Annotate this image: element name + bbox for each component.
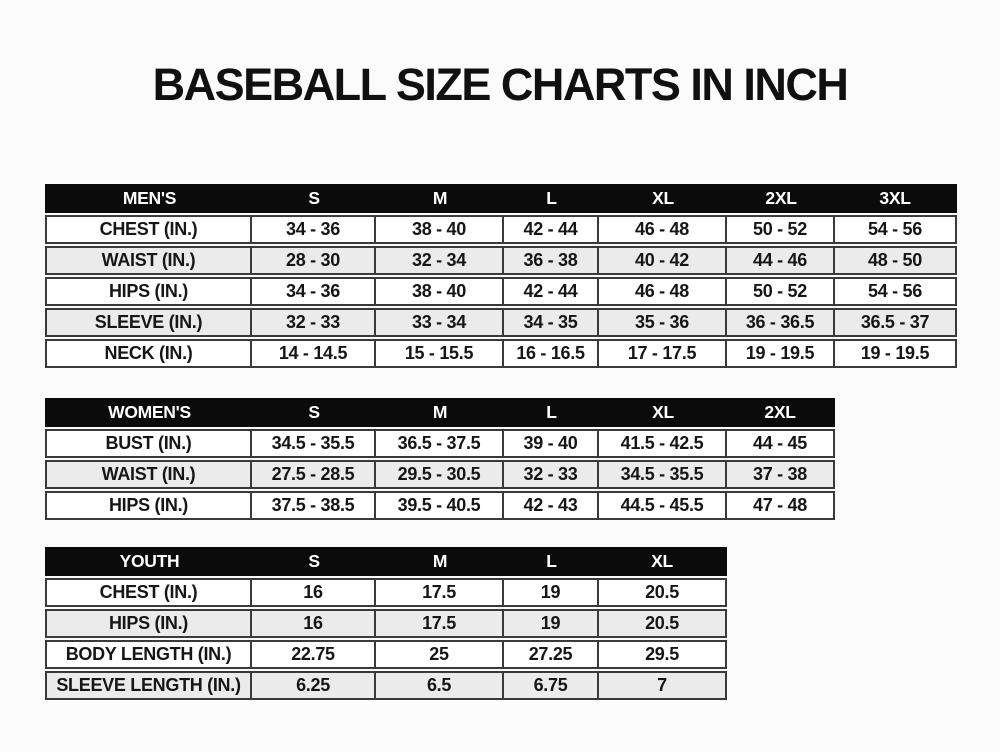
row-label: CHEST (IN.) bbox=[45, 578, 252, 607]
size-value-cell: 48 - 50 bbox=[835, 246, 957, 275]
size-value-cell: 28 - 30 bbox=[252, 246, 376, 275]
size-value-cell: 17.5 bbox=[376, 578, 504, 607]
row-label: WAIST (IN.) bbox=[45, 460, 252, 489]
table-row-hips bbox=[45, 491, 835, 520]
row-label: HIPS (IN.) bbox=[45, 277, 252, 306]
size-value-cell: 50 - 52 bbox=[727, 277, 835, 306]
youth-header-row bbox=[45, 547, 727, 576]
row-label: HIPS (IN.) bbox=[45, 491, 252, 520]
size-value-cell: 19 - 19.5 bbox=[835, 339, 957, 368]
table-row-sleeve bbox=[45, 308, 957, 337]
table-row-chest bbox=[45, 215, 957, 244]
size-value-cell: 34.5 - 35.5 bbox=[599, 460, 727, 489]
size-value-cell: 16 bbox=[252, 578, 376, 607]
row-label: NECK (IN.) bbox=[45, 339, 252, 368]
size-value-cell: 6.25 bbox=[252, 671, 376, 700]
size-value-cell: 6.75 bbox=[504, 671, 599, 700]
size-value-cell: 17 - 17.5 bbox=[599, 339, 727, 368]
row-label: BODY LENGTH (IN.) bbox=[45, 640, 252, 669]
size-value-cell: 29.5 bbox=[599, 640, 727, 669]
womens-group-header: WOMEN'S bbox=[45, 398, 252, 427]
size-value-cell: 19 bbox=[504, 578, 599, 607]
row-label: SLEEVE LENGTH (IN.) bbox=[45, 671, 252, 700]
size-value-cell: 41.5 - 42.5 bbox=[599, 429, 727, 458]
size-value-cell: 32 - 33 bbox=[252, 308, 376, 337]
table-row-neck bbox=[45, 339, 957, 368]
size-value-cell: 50 - 52 bbox=[727, 215, 835, 244]
size-value-cell: 20.5 bbox=[599, 609, 727, 638]
column-header-3xl: 3XL bbox=[835, 184, 957, 213]
row-label: SLEEVE (IN.) bbox=[45, 308, 252, 337]
size-value-cell: 38 - 40 bbox=[376, 215, 504, 244]
size-value-cell: 38 - 40 bbox=[376, 277, 504, 306]
column-header-xl: XL bbox=[599, 398, 727, 427]
column-header-2xl: 2XL bbox=[727, 398, 835, 427]
table-row-chest bbox=[45, 578, 727, 607]
table-row-waist bbox=[45, 246, 957, 275]
size-value-cell: 32 - 34 bbox=[376, 246, 504, 275]
youth-size-table bbox=[45, 545, 727, 702]
column-header-s: S bbox=[252, 184, 376, 213]
size-value-cell: 46 - 48 bbox=[599, 277, 727, 306]
size-value-cell: 7 bbox=[599, 671, 727, 700]
column-header-l: L bbox=[504, 184, 599, 213]
size-value-cell: 25 bbox=[376, 640, 504, 669]
size-value-cell: 37.5 - 38.5 bbox=[252, 491, 376, 520]
size-value-cell: 32 - 33 bbox=[504, 460, 599, 489]
size-value-cell: 36.5 - 37 bbox=[835, 308, 957, 337]
column-header-l: L bbox=[504, 398, 599, 427]
table-row-sleeve-length bbox=[45, 671, 727, 700]
size-value-cell: 15 - 15.5 bbox=[376, 339, 504, 368]
column-header-l: L bbox=[504, 547, 599, 576]
size-value-cell: 44 - 46 bbox=[727, 246, 835, 275]
size-value-cell: 34 - 35 bbox=[504, 308, 599, 337]
row-label: HIPS (IN.) bbox=[45, 609, 252, 638]
size-value-cell: 44 - 45 bbox=[727, 429, 835, 458]
youth-group-header: YOUTH bbox=[45, 547, 252, 576]
size-value-cell: 19 - 19.5 bbox=[727, 339, 835, 368]
size-value-cell: 36 - 38 bbox=[504, 246, 599, 275]
size-value-cell: 34 - 36 bbox=[252, 215, 376, 244]
column-header-m: M bbox=[376, 398, 504, 427]
page-title: BASEBALL SIZE CHARTS IN INCH bbox=[152, 59, 848, 110]
size-value-cell: 44.5 - 45.5 bbox=[599, 491, 727, 520]
size-value-cell: 35 - 36 bbox=[599, 308, 727, 337]
mens-size-table bbox=[45, 182, 957, 370]
size-value-cell: 29.5 - 30.5 bbox=[376, 460, 504, 489]
size-value-cell: 19 bbox=[504, 609, 599, 638]
mens-header-row bbox=[45, 184, 957, 213]
size-value-cell: 42 - 43 bbox=[504, 491, 599, 520]
row-label: WAIST (IN.) bbox=[45, 246, 252, 275]
table-row-waist bbox=[45, 460, 835, 489]
size-value-cell: 17.5 bbox=[376, 609, 504, 638]
column-header-xl: XL bbox=[599, 547, 727, 576]
size-value-cell: 42 - 44 bbox=[504, 277, 599, 306]
size-value-cell: 42 - 44 bbox=[504, 215, 599, 244]
size-value-cell: 16 bbox=[252, 609, 376, 638]
column-header-2xl: 2XL bbox=[727, 184, 835, 213]
column-header-m: M bbox=[376, 547, 504, 576]
size-value-cell: 54 - 56 bbox=[835, 277, 957, 306]
size-value-cell: 36 - 36.5 bbox=[727, 308, 835, 337]
size-value-cell: 39.5 - 40.5 bbox=[376, 491, 504, 520]
womens-header-row bbox=[45, 398, 835, 427]
table-row-hips bbox=[45, 277, 957, 306]
table-row-hips bbox=[45, 609, 727, 638]
table-row-bust bbox=[45, 429, 835, 458]
size-value-cell: 37 - 38 bbox=[727, 460, 835, 489]
mens-group-header: MEN'S bbox=[45, 184, 252, 213]
size-value-cell: 14 - 14.5 bbox=[252, 339, 376, 368]
size-value-cell: 16 - 16.5 bbox=[504, 339, 599, 368]
column-header-xl: XL bbox=[599, 184, 727, 213]
size-value-cell: 39 - 40 bbox=[504, 429, 599, 458]
size-value-cell: 27.25 bbox=[504, 640, 599, 669]
table-row-body-length bbox=[45, 640, 727, 669]
size-value-cell: 40 - 42 bbox=[599, 246, 727, 275]
column-header-s: S bbox=[252, 398, 376, 427]
size-value-cell: 27.5 - 28.5 bbox=[252, 460, 376, 489]
size-value-cell: 6.5 bbox=[376, 671, 504, 700]
size-value-cell: 34.5 - 35.5 bbox=[252, 429, 376, 458]
size-value-cell: 36.5 - 37.5 bbox=[376, 429, 504, 458]
row-label: CHEST (IN.) bbox=[45, 215, 252, 244]
size-value-cell: 20.5 bbox=[599, 578, 727, 607]
size-value-cell: 22.75 bbox=[252, 640, 376, 669]
size-value-cell: 54 - 56 bbox=[835, 215, 957, 244]
size-value-cell: 33 - 34 bbox=[376, 308, 504, 337]
size-value-cell: 47 - 48 bbox=[727, 491, 835, 520]
column-header-s: S bbox=[252, 547, 376, 576]
row-label: BUST (IN.) bbox=[45, 429, 252, 458]
size-value-cell: 46 - 48 bbox=[599, 215, 727, 244]
womens-size-table bbox=[45, 396, 835, 522]
column-header-m: M bbox=[376, 184, 504, 213]
size-value-cell: 34 - 36 bbox=[252, 277, 376, 306]
